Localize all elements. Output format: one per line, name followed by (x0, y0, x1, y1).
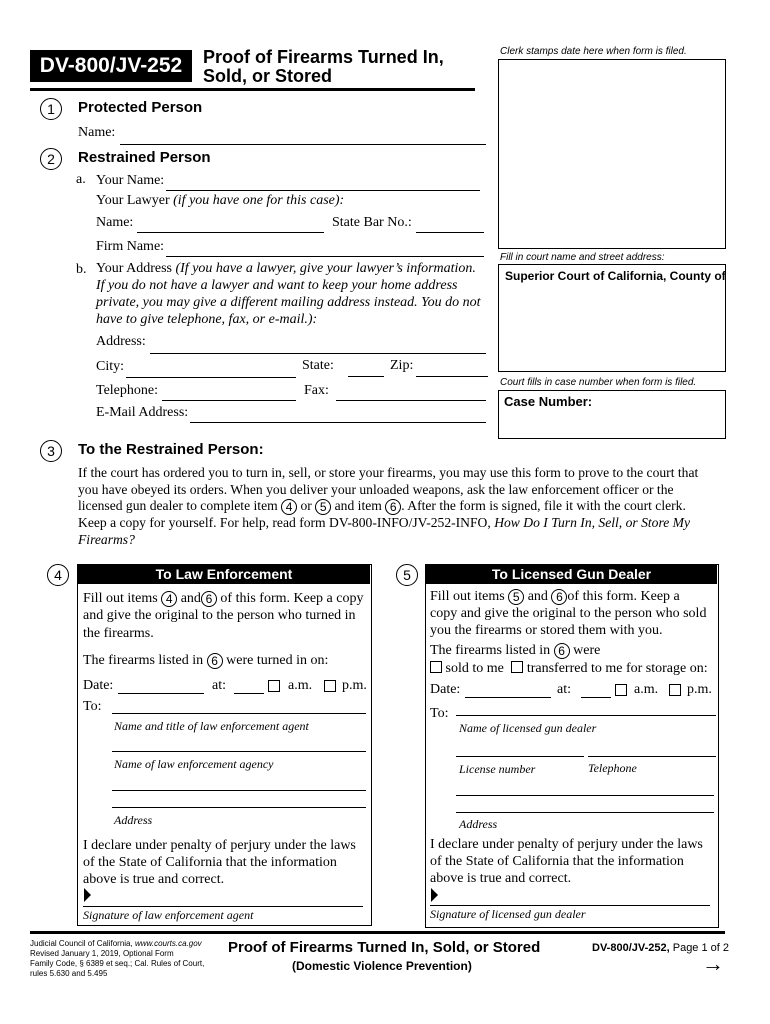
form-number-badge: DV-800/JV-252 (30, 50, 192, 82)
gd-sold-checkbox[interactable] (430, 661, 442, 673)
email-label: E-Mail Address: (96, 405, 189, 420)
gd-telephone-caption: Telephone (588, 761, 637, 775)
section-3-number: 3 (40, 440, 62, 462)
s3-para-line3 (78, 498, 686, 515)
email-input[interactable] (190, 422, 486, 423)
s3-line3-b: or (300, 498, 312, 513)
gd-dealer-input[interactable] (456, 715, 716, 716)
gd-fill-line3: you the firearms or stored them with you. (430, 623, 663, 638)
gd-fill-line2: copy and give the original to the person who sold (430, 606, 707, 621)
case-fill-label: Court fills in case number when form is filed. (500, 377, 697, 388)
gd-listed-ref-6: 6 (554, 643, 570, 659)
le-signature-caption: Signature of law enforcement agent (83, 908, 254, 922)
le-date-label: Date: (83, 678, 114, 693)
s3-para-line5: Firearms? (78, 532, 135, 547)
state-bar-label: State Bar No.: (332, 215, 412, 230)
le-listed-line (83, 653, 328, 669)
gd-ref-5: 5 (508, 589, 524, 605)
le-fill-b: and (180, 591, 201, 606)
footer-form-id: DV-800/JV-252, (592, 942, 670, 954)
gd-transferred-label: transferred to me for storage on: (526, 661, 708, 676)
state-bar-input[interactable] (416, 232, 484, 233)
footer-rule (30, 931, 725, 934)
protected-name-label: Name: (78, 125, 116, 140)
footer-council-text: Judicial Council of California, (30, 939, 133, 948)
case-number-label: Case Number: (504, 394, 593, 409)
le-signature-input[interactable] (83, 906, 363, 907)
fax-label: Fax: (304, 383, 329, 398)
le-fill-line3: the firearms. (83, 626, 154, 641)
section-2-title: Restrained Person (78, 149, 211, 166)
s3-line3-d: . After the form is signed, file it with the court clerk. (401, 498, 686, 513)
address-instructions-3: private, you may give a different mailing address instead. You do not (96, 295, 481, 310)
gd-dealer-caption: Name of licensed gun dealer (459, 721, 597, 735)
footer-revised: Revised January 1, 2019, Optional Form (30, 949, 174, 958)
le-fill-line1 (83, 591, 363, 607)
s3-para-line1: If the court has ordered you to turn in, sell, or store your firearms, you may use this form to prove to the court that (78, 465, 699, 480)
city-label: City: (96, 359, 125, 374)
gd-signature-caption: Signature of licensed gun dealer (430, 907, 586, 921)
form-title-line2: Sold, or Stored (203, 66, 333, 86)
address-label: Address: (96, 334, 146, 349)
your-lawyer-label (96, 193, 344, 209)
s3-line4-a: Keep a copy for yourself. For help, read form DV-800-INFO/JV-252-INFO, (78, 515, 491, 530)
law-enforcement-header: To Law Enforcement (78, 565, 370, 584)
item-a-marker: a. (76, 172, 86, 187)
le-fill-a: Fill out items (83, 591, 158, 606)
le-time-input[interactable] (234, 693, 264, 694)
footer-council-site[interactable]: www.courts.ca.gov (134, 939, 202, 948)
le-fill-line2: and give the original to the person who turned in (83, 608, 356, 623)
gd-signature-arrow-icon (431, 888, 438, 902)
gd-declare-3: above is true and correct. (430, 871, 572, 886)
lawyer-name-label: Name: (96, 215, 134, 230)
s3-line3-a: licensed gun dealer to complete item (78, 498, 278, 513)
state-input[interactable] (348, 376, 384, 377)
gd-fill-a: Fill out items (430, 589, 505, 604)
s3-para-line2: you have obeyed its orders. When you deliver your unloaded weapons, ask the law enforcement officer or the (78, 482, 674, 497)
le-agency-caption: Name of law enforcement agency (114, 757, 274, 771)
gd-fill-line1 (430, 589, 680, 605)
gd-address-caption: Address (459, 817, 498, 831)
le-address-caption: Address (114, 813, 153, 827)
firm-name-input[interactable] (166, 256, 484, 257)
le-declare-3: above is true and correct. (83, 872, 225, 887)
gd-declare-1: I declare under penalty of perjury under the laws (430, 837, 703, 852)
le-date-input[interactable] (118, 693, 204, 694)
address-instructions-1: (If you have a lawyer, give your lawyer’s information. (175, 261, 476, 276)
ref-item-5: 5 (315, 499, 331, 515)
footer-page-label: Page 1 of 2 (672, 942, 730, 954)
gd-am-label: a.m. (634, 682, 659, 697)
ref-item-4: 4 (281, 499, 297, 515)
le-signature-arrow-icon (84, 888, 91, 902)
next-page-arrow-icon[interactable]: → (702, 951, 724, 976)
your-name-label: Your Name: (96, 173, 165, 188)
le-officer-caption: Name and title of law enforcement agent (114, 719, 309, 733)
court-name-box[interactable] (498, 264, 726, 372)
address-instructions-2: If you do not have a lawyer and want to keep your home address (96, 278, 458, 293)
gd-am-checkbox[interactable] (615, 684, 627, 696)
item-b-marker: b. (76, 262, 87, 277)
le-ref-6: 6 (201, 591, 217, 607)
clerk-stamp-label: Clerk stamps date here when form is filed. (500, 46, 687, 57)
firm-name-label: Firm Name: (96, 239, 165, 254)
gd-transferred-checkbox[interactable] (511, 661, 523, 673)
gd-date-input[interactable] (465, 697, 551, 698)
address-input[interactable] (150, 353, 486, 354)
case-number-box[interactable] (498, 390, 726, 439)
your-lawyer-text: Your Lawyer (96, 193, 170, 208)
le-listed-ref-6: 6 (207, 653, 223, 669)
gd-pm-label: p.m. (687, 682, 712, 697)
footer-rules: rules 5.630 and 5.495 (30, 969, 108, 978)
section-1-title: Protected Person (78, 99, 203, 116)
clerk-stamp-box (498, 59, 726, 249)
le-ref-4: 4 (161, 591, 177, 607)
gd-address-input-2[interactable] (456, 812, 714, 813)
le-pm-checkbox[interactable] (324, 680, 336, 692)
gd-license-caption: License number (459, 762, 536, 776)
section-4-number: 4 (47, 564, 69, 586)
court-name-text: Superior Court of California, County of (505, 269, 726, 283)
gd-telephone-input[interactable] (588, 756, 716, 757)
le-declare-2: of the State of California that the information (83, 855, 337, 870)
s3-line4-italic: How Do I Turn In, Sell, or Store My (494, 515, 691, 530)
zip-input[interactable] (416, 376, 488, 377)
gd-listed-a: The firearms listed in (430, 643, 551, 658)
le-declare-1: I declare under penalty of perjury under the laws (83, 838, 356, 853)
gd-listed-line (430, 643, 600, 659)
protected-name-input[interactable] (120, 144, 486, 145)
le-agency-input[interactable] (112, 751, 366, 752)
lawyer-name-input[interactable] (137, 232, 324, 233)
le-address-input-1[interactable] (112, 790, 366, 791)
gd-fill-b: and (527, 589, 548, 604)
section-2-number: 2 (40, 148, 62, 170)
gd-fill-c: of this form. Keep a (567, 589, 680, 604)
le-am-checkbox[interactable] (268, 680, 280, 692)
footer-council (30, 939, 202, 948)
form-title-line1: Proof of Firearms Turned In, (203, 47, 444, 67)
city-input[interactable] (126, 377, 296, 378)
gd-to-label: To: (430, 706, 449, 721)
section-3-title: To the Restrained Person: (78, 441, 264, 458)
court-fill-label: Fill in court name and street address: (500, 252, 665, 263)
state-label: State: (302, 358, 334, 373)
zip-label: Zip: (390, 358, 414, 373)
gd-address-input-1[interactable] (456, 795, 714, 796)
telephone-input[interactable] (162, 400, 296, 401)
footer-center-title: Proof of Firearms Turned In, Sold, or Stored (228, 939, 541, 956)
le-at-label: at: (212, 678, 226, 693)
gd-pm-checkbox[interactable] (669, 684, 681, 696)
le-am-label: a.m. (288, 678, 313, 693)
le-address-input-2[interactable] (112, 807, 366, 808)
fax-input[interactable] (336, 400, 486, 401)
gd-sold-label: sold to me (445, 661, 504, 676)
le-fill-c: of this form. Keep a copy (220, 591, 364, 606)
section-5-number: 5 (396, 564, 418, 586)
gun-dealer-header: To Licensed Gun Dealer (426, 565, 717, 584)
your-address-text: Your Address (96, 261, 172, 276)
header-rule (30, 88, 475, 91)
s3-line3-c: and item (334, 498, 382, 513)
le-to-label: To: (83, 699, 102, 714)
gd-date-label: Date: (430, 682, 461, 697)
le-listed-b: were turned in on: (226, 653, 329, 668)
your-address-label (96, 261, 476, 277)
gd-listed-b: were (573, 643, 601, 658)
gd-license-input[interactable] (456, 756, 584, 757)
le-pm-label: p.m. (342, 678, 367, 693)
your-lawyer-italic: (if you have one for this case): (173, 193, 345, 208)
le-officer-input[interactable] (112, 713, 366, 714)
footer-family-code: Family Code, § 6389 et seq.; Cal. Rules of Court, (30, 959, 205, 968)
your-name-input[interactable] (166, 190, 480, 191)
telephone-label: Telephone: (96, 383, 158, 398)
section-1-number: 1 (40, 98, 62, 120)
gd-declare-2: of the State of California that the information (430, 854, 684, 869)
le-listed-a: The firearms listed in (83, 653, 204, 668)
gd-ref-6: 6 (551, 589, 567, 605)
gd-at-label: at: (557, 682, 571, 697)
footer-center-sub: (Domestic Violence Prevention) (292, 959, 472, 973)
s3-para-line4 (78, 515, 690, 531)
ref-item-6: 6 (385, 499, 401, 515)
gd-time-input[interactable] (581, 697, 611, 698)
gd-options-line (430, 661, 708, 677)
gd-signature-input[interactable] (430, 905, 710, 906)
address-instructions-4: have to give telephone, fax, or e-mail.): (96, 312, 318, 327)
